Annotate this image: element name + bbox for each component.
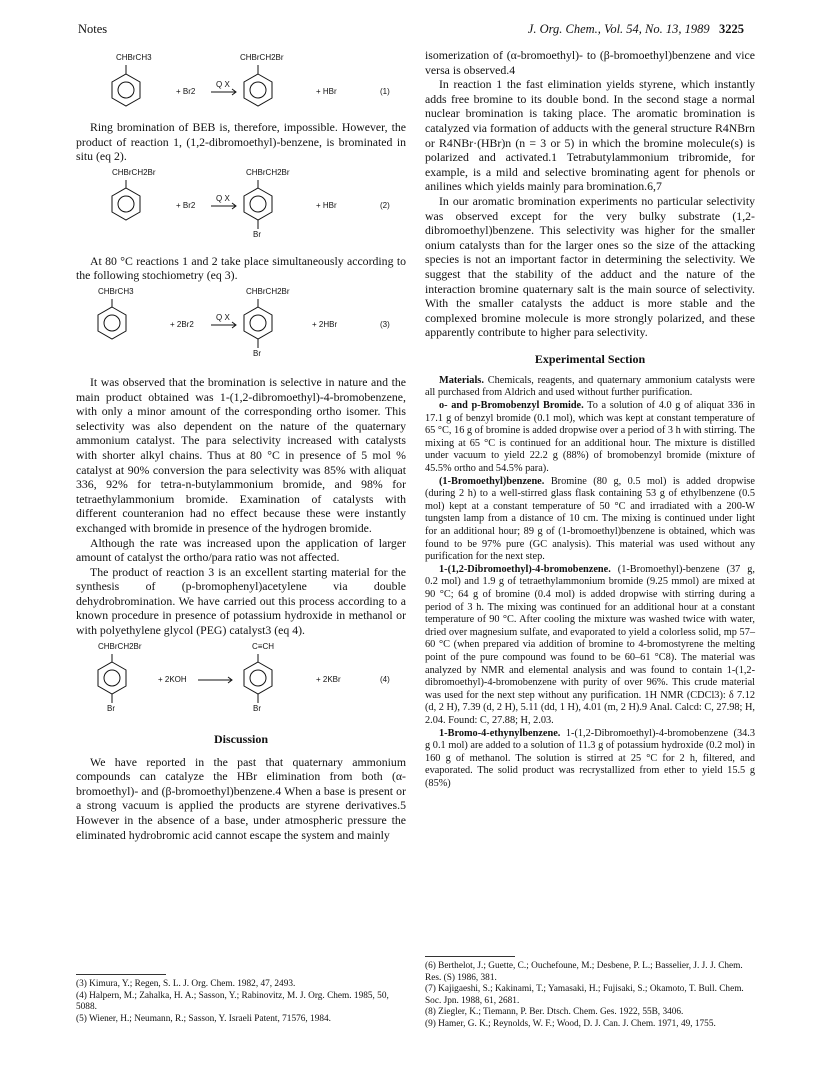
- eq4-number: (4): [380, 674, 390, 684]
- eq3-byproduct: + 2HBr: [312, 319, 338, 329]
- footnote: (6) Berthelot, J.; Guette, C.; Ouchefoune, M.; Desbene, P. L.; Basselier, J. J. J. Chem. Res. (S) 1986, 381.: [425, 961, 743, 983]
- eq2-product-substituent: CHBrCH2Br: [246, 167, 290, 177]
- paragraph: isomerization of (α-bromoethyl)- to (β-bromoethyl)benzene and vice versa is observed.4: [425, 48, 755, 77]
- eq4-reactant-substituent: CHBrCH2Br: [98, 641, 142, 651]
- eq3-catalyst: Q X: [216, 312, 230, 322]
- equation-1: [76, 50, 406, 112]
- experimental-heading: Materials.: [439, 374, 484, 386]
- equation-2-structures: [76, 166, 406, 246]
- experimental-paragraph: [425, 564, 755, 728]
- experimental-heading: o- and p-Bromobenzyl Bromide.: [439, 400, 584, 412]
- footnote: (3) Kimura, Y.; Regen, S. L. J. Org. Chem. 1982, 47, 2493.: [76, 979, 296, 989]
- eq3-reagent: + 2Br2: [170, 319, 194, 329]
- paragraph: At 80 °C reactions 1 and 2 take place simultaneously according to the following stochiometry (eq 3).: [76, 253, 406, 283]
- paragraph: It was observed that the bromination is selective in nature and the main product obtained was 1-(1,2-dibromoethyl)-4-bromobenzene, with only a minor amount of the corresponding ortho isomer. This selectivity was also dependent on the nature of the quaternary ammonium catalyst. The para selectivity increased with catalysts with shorter alkyl chains. Thus at 80 °C in presence of 5 mol % catalyst at 90% conversion the para selectivity was 85% with aliquat 336, 92% for tetra-n-butylammonium bromide, and 98% for tetraethylammonium bromide. Examination of catalysts with different counteranion had no effect because these were instantly exchanged with bromide in presence of the hydrogen bromide.: [76, 374, 406, 535]
- eq1-reactant-substituent: CHBrCH3: [116, 53, 152, 62]
- eq1-reagent: + Br2: [176, 87, 196, 96]
- eq2-bromo-substituent: Br: [253, 229, 261, 239]
- experimental-heading: 1-(1,2-Dibromoethyl)-4-bromobenzene.: [439, 563, 611, 575]
- eq2-byproduct: + HBr: [316, 200, 337, 210]
- footnote: (5) Wiener, H.; Neumann, R.; Sasson, Y. Israeli Patent, 71576, 1984.: [76, 1013, 331, 1024]
- equation-3-structures: [76, 285, 406, 367]
- eq2-reagent: + Br2: [176, 200, 196, 210]
- equation-2: [76, 166, 406, 246]
- eq2-catalyst: Q X: [216, 193, 230, 203]
- experimental-text: To a solution of 4.0 g of aliquat 336 in 17.1 g of benzyl bromide (0.1 mol), which was kept at constant temperature of 65 °C, 16 g of bromine is added dropwise over a period of 3 h with stirring. The mixing at 65 °C is continued for an additional hour. The mixture is distilled under vacuum to yield 22.2 g (88%) of bromobenzyl bromide (mixture of 45.5% ortho and 54.5% para).: [425, 400, 755, 475]
- footnote: (4) Halpern, M.; Zahalka, H. A.; Sasson, Y.; Rabinovitz, M. J. Org. Chem. 1985, 50, 5088.: [76, 990, 389, 1012]
- eq2-number: (2): [380, 200, 390, 210]
- eq3-number: (3): [380, 319, 390, 329]
- eq4-reagent: + 2KOH: [158, 674, 187, 684]
- paragraph: Ring bromination of BEB is, therefore, impossible. However, the product of reaction 1, (1,2-dibromoethyl)-benzene, is brominated in situ (eq 2).: [76, 120, 406, 164]
- page-number: 3225: [719, 22, 744, 36]
- experimental-paragraph: [425, 728, 755, 791]
- right-column: [425, 48, 756, 1029]
- left-column: [76, 48, 406, 1024]
- experimental-text: 1-(1,2-Dibromoethyl)-4-bromobenzene (34.3 g 0.1 mol) are added to a solution of 11.3 g of potassium hydroxide (0.2 mol) in 160 g of methanol. The solution is stirred at 25 °C for 2 h, filtered, and evaporated. The solid product was recrystallized from ether to yield 15.5 g (85%): [425, 727, 755, 789]
- paragraph: In reaction 1 the fast elimination yields styrene, which instantly adds free bromine to its double bond. In the second stage a normal nuclear bromination is taking place. The aromatic bromination is catalyzed via formation of adducts with the general structure R4NBrn or R4NBr·(HBr)n (n = 3 or 5) in which the bromine molecule(s) is polarized and activated.1 Tetrabutylammonium tribromide, for example, is a mild and selective brominating agent for phenols or anilines which yields mainly para bromination.6,7: [425, 77, 755, 194]
- running-head-journal: [528, 22, 744, 37]
- footnote-rule: [76, 974, 166, 975]
- eq3-product-substituent: CHBrCH2Br: [246, 286, 290, 296]
- eq4-byproduct: + 2KBr: [316, 674, 341, 684]
- experimental-text: Bromine (80 g, 0.5 mol) is added dropwise (during 2 h) to a well-stirred glass flask containing 53 g of ethylbenzene (0.5 mol) kept at a constant temperature of 50 °C and irradiated with a 200-W tungsten lamp from a distance of 10 cm. The mixing is continued under light for an additional hour; 89 g of (1-bromoethyl)benzene is obtained, which was found to be 97% pure (GC analysis). This material was used without any purification for the next step.: [425, 475, 756, 563]
- experimental-paragraph: [425, 375, 755, 400]
- eq4-product-bromo: Br: [253, 703, 261, 713]
- experimental-paragraph: [425, 476, 755, 564]
- experimental-heading: (1-Bromoethyl)benzene.: [439, 475, 545, 487]
- footnote: (8) Ziegler, K.; Tiemann, P. Ber. Dtsch. Chem. Ges. 1922, 55B, 3406.: [425, 1007, 684, 1017]
- equation-4: [76, 640, 406, 724]
- eq1-catalyst: Q X: [216, 80, 230, 89]
- footnote: (7) Kajigaeshi, S.; Kakinami, T.; Yamasaki, H.; Fujisaki, S.; Okamoto, T. Bull. Chem. Soc. Jpn. 1988, 61, 2681.: [425, 984, 744, 1006]
- journal-name: J. Org. Chem.,: [527, 22, 601, 36]
- section-heading-discussion: Discussion: [213, 731, 269, 746]
- eq1-byproduct: + HBr: [316, 87, 337, 96]
- experimental-text: (1-Bromoethyl)-benzene (37 g, 0.2 mol) and 1.9 g of tetraethylammonium bromide (9.25 mmol) are mixed at 90 °C; 64 g of bromine (0.4 mol) is added dropwise with stirring during a period of 3 h. The mixing was continued for an additional hour at a constant temperature of 90 °C. After cooling the mixture was washed twice with water, dried over magnesium sulfate, and evaporated to yield a colorless solid, mp 57–60 °C (when prepared via addition of bromine to 4-bromostyrene the melting point of the pure compound was found to be 60–61 °C8). The material was analyzed by NMR and elemental analysis and was found to contain 1-(1,2-dibromoethyl)-4-bromobenzene with purity of over 96%. This crude material was used for the next step without any purification. 1H NMR (CDCl3): δ 7.12 (d, 2 H), 7.39 (d, 2 H), 5.11 (dd, 1 H), 4.01 (m, 2 H).9 Anal. Calcd: C, 27.98; H, 2.04. Found: C, 27.88; H, 2.03.: [425, 563, 755, 726]
- footnote-rule: [425, 956, 515, 957]
- eq4-product-substituent: C≡CH: [252, 641, 274, 651]
- journal-volume: Vol. 54, No. 13, 1989: [604, 22, 710, 36]
- equation-3: [76, 285, 406, 367]
- paragraph: The product of reaction 3 is an excellent starting material for the synthesis of (p-bromophenyl)acetylene via double dehydrobromination. We have carried out this process according to a known procedure in presence of potassium hydroxide in methanol or with polyethylene glycol (PEG) catalyst3 (eq 4).: [76, 564, 406, 638]
- section-heading-experimental: Experimental Section: [534, 351, 646, 366]
- footnotes-left: [76, 962, 406, 1025]
- eq3-bromo-substituent: Br: [253, 348, 261, 358]
- equation-4-structures: [76, 640, 406, 724]
- experimental-paragraph: [425, 400, 755, 476]
- experimental-text: Chemicals, reagents, and quaternary ammonium catalysts were all purchased from Aldrich and used without further purification.: [425, 374, 756, 399]
- eq4-reactant-bromo: Br: [107, 703, 115, 713]
- eq1-number: (1): [380, 87, 390, 96]
- paragraph: Although the rate was increased upon the application of larger amount of catalyst the ortho/para ratio was not affected.: [76, 535, 406, 565]
- paragraph: We have reported in the past that quaternary ammonium compounds can catalyze the HBr elimination from both (α-bromoethyl)- and (β-bromoethyl)benzene.4 When a base is present or a strong vacuum is applied the products are styrene derivatives.5 However in the absence of a base, under atmospheric pressure the eliminated hydrobromic acid cannot escape the system and mainly: [76, 754, 406, 842]
- eq1-product-substituent: CHBrCH2Br: [240, 53, 284, 62]
- eq2-reactant-substituent: CHBrCH2Br: [112, 167, 156, 177]
- experimental-heading: 1-Bromo-4-ethynylbenzene.: [439, 727, 561, 739]
- eq3-reactant-substituent: CHBrCH3: [98, 286, 134, 296]
- footnotes-right: [425, 944, 755, 1030]
- paragraph: In our aromatic bromination experiments no particular selectivity was observed except for the very bulky substrate (1,2-dibromoethyl)benzene. This selectivity was higher for the smaller onium catalysts than for the larger ones so the size of the attacking species is not an important factor in determining the selectivity. We suggest that the stability of the adduct and the nature of the interaction bromine quaternary salt is the main source of selectivity. With the smaller catalysts the adduct is more stable and the complexed bromine molecule is more strongly polarized, and these apparently contribute to higher para selectivity.: [425, 193, 755, 340]
- footnote: (9) Hamer, G. K.; Reynolds, W. F.; Wood, D. J. Can. J. Chem. 1971, 49, 1755.: [425, 1018, 716, 1029]
- running-head-section: Notes: [78, 22, 108, 36]
